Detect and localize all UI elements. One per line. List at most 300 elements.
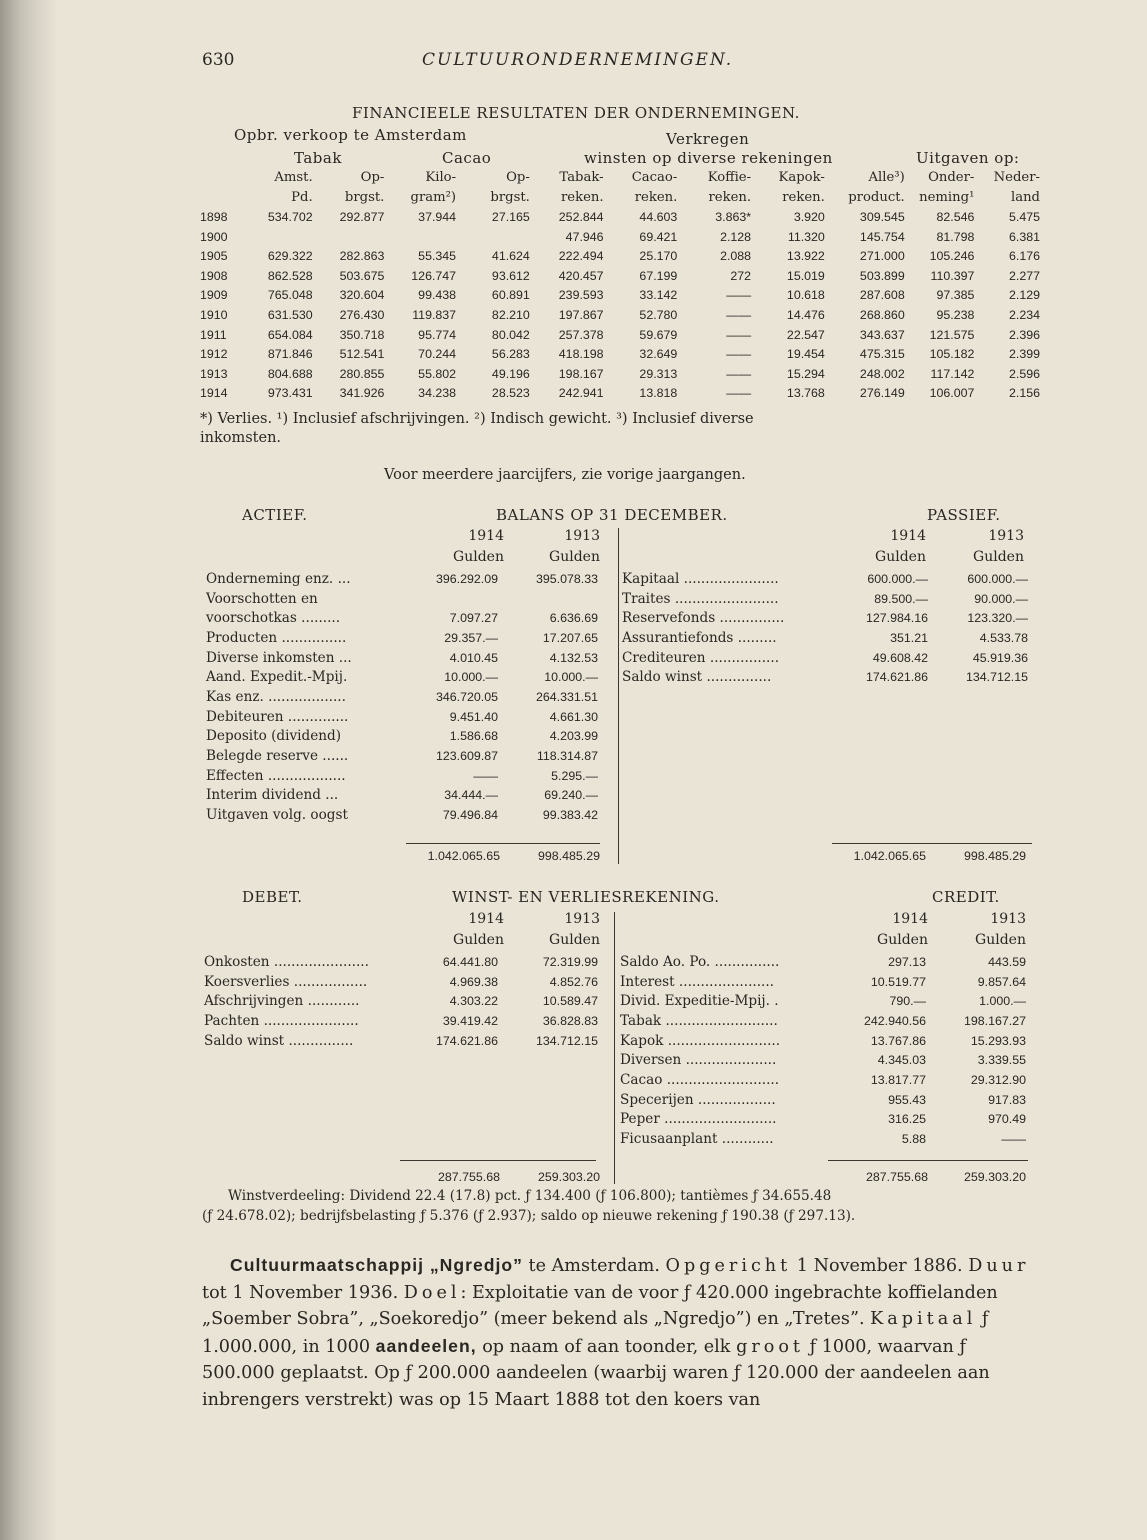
results-row-cell: 3.920 (793, 209, 825, 224)
actief-row-value-1913: 4.661.30 (549, 709, 598, 724)
results-note-2: inkomsten. (200, 430, 282, 446)
results-row-cell: 475.315 (859, 347, 905, 362)
results-row-cell: 67.199 (639, 268, 678, 283)
results-row-cell: 106.007 (929, 386, 975, 401)
results-row-cell: 272 (730, 268, 752, 283)
company-paragraph (202, 1252, 1036, 1414)
running-head: CULTUURONDERNEMINGEN. (422, 50, 734, 70)
actief-row-label: Uitgaven volg. oogst (206, 807, 348, 824)
results-head-row-cell: gram²) (410, 189, 457, 205)
debet-row-value-1913: 36.828.83 (542, 1013, 598, 1028)
debet-row-value-1914: 4.969.38 (449, 974, 498, 989)
credit-row-label: Peper .......................... (620, 1111, 777, 1128)
balans-actief-table (206, 569, 598, 825)
results-row-cell: 117.142 (930, 366, 975, 381)
debet-row-label: Afschrijvingen ............ (204, 993, 360, 1010)
balans-actief-year-1: 1914 (468, 528, 504, 544)
results-row-cell: 105.246 (929, 249, 975, 264)
passief-row-value-1913: 4.533.78 (979, 630, 1028, 645)
credit-row (620, 1129, 1026, 1149)
results-row-cell: 19.454 (786, 347, 825, 362)
results-head-row-cell: Pd. (291, 189, 313, 205)
results-row-cell: 14.476 (786, 307, 825, 322)
winstverdeeling-line-2: (ƒ 24.678.02); bedrijfsbelasting ƒ 5.376 (ƒ 2.937); saldo op nieuwe rekening ƒ 190.38 (ƒ 297.13). (202, 1208, 856, 1224)
debet-row-value-1913: 10.589.47 (542, 994, 598, 1009)
results-head-row-cell: land (1010, 189, 1040, 205)
results-row-cell: 1914 (200, 386, 228, 401)
actief-row-value-1914: 1.586.68 (449, 729, 498, 744)
results-row-cell: 2.396 (1008, 327, 1040, 342)
credit-row (620, 972, 1026, 992)
debet-row (204, 1011, 598, 1031)
results-row-cell: 32.649 (639, 347, 678, 362)
company-text-1: te Amsterdam. (522, 1256, 666, 1276)
actief-row-value-1914: 34.444.— (444, 788, 498, 803)
results-row-cell: 1911 (200, 327, 227, 342)
results-head-row-cell: product. (848, 189, 905, 205)
results-head-row-cell: Op- (506, 170, 530, 186)
passief-row-value-1914: 351.21 (890, 630, 928, 645)
company-kapitaal-label: Kapitaal (870, 1309, 977, 1330)
passief-row-label: Reservefonds ............... (622, 610, 785, 627)
results-row-cell: 765.048 (267, 288, 313, 303)
results-row (200, 364, 1040, 384)
credit-row-label: Interest ...................... (620, 973, 774, 990)
credit-row (620, 1011, 1026, 1031)
balans-passief-total-1914: 1.042.065.65 (853, 849, 926, 863)
company-opgericht-label: Opgericht (665, 1256, 792, 1276)
passief-row-value-1913: 123.320.— (967, 611, 1028, 626)
results-row-cell: 126.747 (411, 268, 457, 283)
debet-row-value-1913: 4.852.76 (549, 974, 598, 989)
winst-debet-unit-1: Gulden (453, 932, 504, 948)
results-head-row-cell: Koffie- (707, 170, 752, 186)
balans-passief-unit-1: Gulden (875, 549, 926, 565)
actief-row-value-1914: 79.496.84 (442, 808, 498, 823)
results-row-cell: 97.385 (936, 288, 975, 303)
results-row-cell: 512.541 (339, 347, 385, 362)
credit-row-label: Diversen ..................... (620, 1052, 777, 1069)
actief-row (206, 667, 598, 687)
company-doel-label: Doel (403, 1282, 461, 1303)
results-row-cell: 287.608 (859, 288, 905, 303)
winst-credit-title: CREDIT. (932, 888, 1000, 906)
results-row-cell: 59.679 (639, 327, 678, 342)
debet-row-value-1913: 72.319.99 (542, 954, 598, 969)
results-head-row-cell: reken. (782, 189, 825, 205)
actief-row-label: Effecten .................. (206, 767, 346, 784)
results-row-cell: 268.860 (859, 307, 905, 322)
results-row (200, 207, 1040, 227)
results-row-cell: 13.818 (639, 386, 678, 401)
results-row-cell: 33.142 (639, 288, 678, 303)
results-row-cell (384, 227, 456, 247)
passief-row (622, 667, 1028, 687)
credit-row (620, 1070, 1026, 1090)
results-row-cell: 70.244 (418, 347, 457, 362)
results-row-cell: 271.000 (859, 249, 905, 264)
actief-row (206, 648, 598, 668)
results-row-cell: 2.399 (1008, 347, 1040, 362)
results-head-row-cell (200, 168, 241, 188)
results-row (200, 266, 1040, 286)
passief-row (622, 608, 1028, 628)
results-row-cell: 973.431 (267, 386, 313, 401)
results-row-cell: 222.494 (558, 249, 604, 264)
results-row-cell: 1898 (200, 209, 228, 224)
results-row-cell: —— (726, 327, 752, 342)
company-name: Cultuurmaatschappij „Ngredjo” (230, 1255, 523, 1275)
company-text-4: : Exploitatie van de voor ƒ 420.000 ingebrachte koffielanden „Soember Sobra”, „Soekoredjo” (meer bekend als „Ngredjo”) en „Tretes”. (202, 1282, 998, 1330)
results-row-cell: 2.128 (720, 229, 752, 244)
results-row-cell: 55.802 (418, 366, 457, 381)
credit-row-label: Specerijen .................. (620, 1091, 776, 1108)
results-row-cell (313, 227, 385, 247)
results-head-row-cell: neming¹ (919, 189, 975, 205)
winst-debet-year-1: 1914 (468, 911, 504, 927)
debet-row (204, 972, 598, 992)
results-head-row (200, 168, 1040, 188)
passief-row-label: Kapitaal ...................... (622, 570, 779, 587)
results-row-cell: 276.149 (859, 386, 905, 401)
credit-row-value-1914: 13.817.77 (870, 1072, 926, 1087)
results-row-cell: 1913 (200, 366, 228, 381)
results-row-cell: 629.322 (267, 249, 313, 264)
results-row-cell: 55.345 (418, 249, 457, 264)
results-row-cell: 60.891 (491, 288, 530, 303)
actief-row-value-1913: 395.078.33 (535, 571, 598, 586)
company-text-2: 1 November 1886. (791, 1256, 969, 1276)
credit-row-value-1913: 29.312.90 (970, 1072, 1026, 1087)
results-row-cell: 503.899 (859, 268, 905, 283)
actief-row-label: Diverse inkomsten ... (206, 649, 352, 666)
debet-row-value-1914: 174.621.86 (435, 1033, 498, 1048)
balans-actief-unit-2: Gulden (549, 549, 600, 565)
page-number: 630 (202, 50, 235, 70)
results-row (200, 305, 1040, 325)
winst-debet-unit-2: Gulden (549, 932, 600, 948)
winstverdeeling-line-1: Winstverdeeling: Dividend 22.4 (17.8) pct. ƒ 134.400 (ƒ 106.800); tantièmes ƒ 34.655.48 (228, 1188, 832, 1204)
actief-row-label: Belegde reserve ...... (206, 748, 349, 765)
balans-actief-total-1913: 998.485.29 (537, 849, 600, 863)
results-row-cell: 93.612 (491, 268, 530, 283)
winst-debet-rule (400, 1160, 596, 1161)
results-row-cell: 47.946 (565, 229, 604, 244)
balans-passief-rule (832, 843, 1032, 844)
actief-row-value-1914: 346.720.05 (435, 689, 498, 704)
actief-row-label: Interim dividend ... (206, 787, 339, 804)
results-row-cell: 654.084 (267, 327, 313, 342)
results-head-winsten: winsten op diverse rekeningen (584, 149, 833, 167)
results-row (200, 246, 1040, 266)
results-row-cell: 82.546 (936, 209, 975, 224)
actief-row-value-1914: 9.451.40 (449, 709, 498, 724)
results-head-row-cell: Cacao- (631, 170, 678, 186)
credit-row-value-1914: 316.25 (888, 1112, 926, 1127)
balans-passief-total-1913: 998.485.29 (963, 849, 1026, 863)
results-row-cell: 197.867 (558, 307, 604, 322)
credit-row (620, 1110, 1026, 1130)
winst-title: WINST- EN VERLIESREKENING. (452, 888, 720, 906)
passief-row-value-1914: 89.500.— (874, 591, 928, 606)
results-row-cell: 1909 (200, 288, 228, 303)
debet-row (204, 952, 598, 972)
actief-row-label: Aand. Expedit.-Mpij. (206, 669, 348, 686)
results-row-cell (456, 227, 530, 247)
results-row-cell: 282.863 (339, 249, 385, 264)
results-row-cell: 1900 (200, 229, 228, 244)
results-row-cell: 11.320 (787, 229, 825, 244)
results-row-cell: 350.718 (339, 327, 385, 342)
results-row-cell: 631.530 (267, 307, 313, 322)
results-row-cell: 309.545 (859, 209, 905, 224)
balans-passief-year-1: 1914 (890, 528, 926, 544)
actief-row-label: Voorschotten en (206, 590, 318, 607)
actief-row (206, 805, 598, 825)
results-row-cell: 248.002 (859, 366, 905, 381)
passief-row-value-1913: 45.919.36 (972, 650, 1028, 665)
actief-row-value-1913: 17.207.65 (542, 630, 598, 645)
results-head-row-cell: reken. (634, 189, 678, 205)
results-head-row (200, 188, 1040, 208)
passief-row-label: Assurantiefonds ......... (622, 629, 777, 646)
winst-divider (614, 912, 615, 1184)
winst-credit-rule (828, 1160, 1028, 1161)
winst-credit-unit-2: Gulden (975, 932, 1026, 948)
credit-row-value-1913: 3.339.55 (977, 1053, 1026, 1068)
winst-credit-unit-1: Gulden (877, 932, 928, 948)
results-row-cell: 44.603 (639, 209, 678, 224)
passief-row-label: Crediteuren ................ (622, 649, 780, 666)
actief-row-value-1913: 118.314.87 (536, 749, 598, 764)
credit-row-value-1914: 955.43 (888, 1092, 926, 1107)
credit-row-value-1914: 10.519.77 (870, 974, 926, 989)
credit-row-value-1913: 15.293.93 (970, 1033, 1026, 1048)
winst-credit-total-1913: 259.303.20 (963, 1170, 1026, 1184)
results-row-cell: 37.944 (418, 209, 457, 224)
credit-row-value-1914: 4.345.03 (877, 1053, 926, 1068)
results-row-cell: 804.688 (267, 366, 313, 381)
results-head-uitgaven: Uitgaven op: (916, 149, 1020, 167)
results-row-cell: 10.618 (786, 288, 825, 303)
results-row-cell: 198.167 (558, 366, 604, 381)
results-head-right: Verkregen (666, 130, 750, 148)
results-row-cell: 25.170 (639, 249, 678, 264)
actief-row-label: voorschotkas ......... (206, 610, 341, 627)
actief-row-label: Kas enz. .................. (206, 688, 346, 705)
results-row-cell: 418.198 (558, 347, 604, 362)
balans-passief-table (622, 569, 1028, 687)
results-row-cell: 145.754 (859, 229, 905, 244)
credit-row-value-1914: 297.13 (888, 954, 926, 969)
balans-passief-unit-2: Gulden (973, 549, 1024, 565)
passief-row-value-1914: 600.000.— (867, 571, 928, 586)
credit-row-value-1913: —— (1001, 1132, 1026, 1147)
results-row-cell: 871.846 (267, 347, 313, 362)
actief-row (206, 589, 598, 609)
results-row-cell: 82.210 (491, 307, 530, 322)
debet-row-label: Koersverlies ................. (204, 973, 368, 990)
results-caption: FINANCIEELE RESULTATEN DER ONDERNEMINGEN. (352, 104, 800, 122)
results-row-cell: 110.397 (930, 268, 975, 283)
credit-row (620, 991, 1026, 1011)
results-row (200, 344, 1040, 364)
actief-row (206, 707, 598, 727)
credit-row-label: Saldo Ao. Po. ............... (620, 953, 780, 970)
actief-row-label: Onderneming enz. ... (206, 570, 351, 587)
actief-row-value-1913: 6.636.69 (549, 611, 598, 626)
actief-row (206, 628, 598, 648)
results-head-tabak: Tabak (294, 149, 342, 167)
results-table (200, 168, 1040, 403)
passief-row (622, 628, 1028, 648)
passief-row-label: Saldo winst ............... (622, 669, 772, 686)
results-row-cell: —— (726, 347, 752, 362)
results-row-cell: 6.381 (1008, 229, 1040, 244)
debet-row-label: Onkosten ...................... (204, 953, 369, 970)
results-row (200, 227, 1040, 247)
actief-row-value-1913: 5.295.— (551, 768, 598, 783)
credit-row-label: Cacao .......................... (620, 1071, 780, 1088)
results-head-row-cell: Onder- (928, 170, 975, 186)
company-duur-label: Duur (968, 1256, 1030, 1276)
winst-credit-year-2: 1913 (990, 911, 1026, 927)
actief-row-value-1914 (398, 589, 498, 609)
results-head-row-cell: Op- (360, 170, 385, 186)
results-head-row-cell: Kapok- (778, 170, 825, 186)
results-row-cell: 420.457 (558, 268, 604, 283)
balans-passief-title: PASSIEF. (927, 506, 1001, 524)
passief-row-value-1913: 600.000.— (967, 571, 1028, 586)
results-row-cell: 49.196 (491, 366, 530, 381)
results-row-cell: 99.438 (418, 288, 457, 303)
results-row-cell: 2.234 (1008, 307, 1040, 322)
actief-row (206, 687, 598, 707)
passief-row-value-1914: 127.984.16 (865, 611, 928, 626)
actief-row (206, 746, 598, 766)
results-row-cell: 2.156 (1008, 386, 1040, 401)
balans-actief-year-2: 1913 (564, 528, 600, 544)
results-row-cell: 13.768 (786, 386, 825, 401)
debet-row-value-1913: 134.712.15 (535, 1033, 598, 1048)
results-row-cell (241, 227, 313, 247)
actief-row-label: Producten ............... (206, 629, 347, 646)
results-head-row-cell: brgst. (344, 189, 385, 205)
company-aandeelen-label: aandeelen, (375, 1335, 477, 1356)
credit-row-label: Kapok .......................... (620, 1032, 781, 1049)
debet-row-value-1914: 64.441.80 (442, 954, 498, 969)
results-row-cell: 15.019 (786, 268, 825, 283)
results-row-cell: 80.042 (491, 327, 530, 342)
results-row-cell: 341.926 (339, 386, 385, 401)
results-row-cell: 862.528 (267, 268, 313, 283)
balans-actief-unit-1: Gulden (453, 549, 504, 565)
page (200, 0, 1080, 1540)
results-row-cell: 28.523 (491, 386, 530, 401)
balans-title: BALANS OP 31 DECEMBER. (496, 506, 728, 524)
results-row-cell: 121.575 (929, 327, 975, 342)
results-head-row-cell: brgst. (490, 189, 530, 205)
results-head-row-cell: Neder- (993, 170, 1040, 186)
results-row (200, 384, 1040, 404)
credit-row (620, 1050, 1026, 1070)
debet-row (204, 991, 598, 1011)
actief-row-value-1913: 10.000.— (544, 670, 598, 685)
results-head-row-cell: Alle³) (868, 170, 905, 186)
results-row-cell: 13.922 (786, 249, 825, 264)
passief-row-label: Traites ........................ (622, 590, 779, 607)
debet-row-value-1914: 39.419.42 (442, 1013, 498, 1028)
credit-row (620, 1090, 1026, 1110)
debet-row-label: Saldo winst ............... (204, 1032, 354, 1049)
actief-row-value-1914: 29.357.— (444, 630, 498, 645)
debet-row-value-1914: 4.303.22 (449, 994, 498, 1009)
credit-row-value-1914: 5.88 (901, 1132, 926, 1147)
results-row-cell: 2.277 (1008, 268, 1040, 283)
results-row-cell: 1908 (200, 268, 228, 283)
credit-row (620, 952, 1026, 972)
balans-divider (618, 528, 619, 864)
actief-row-value-1913: 4.132.53 (549, 650, 598, 665)
results-row-cell: 343.637 (859, 327, 905, 342)
passief-row (622, 589, 1028, 609)
credit-row-label: Divid. Expeditie-Mpij. . (620, 993, 779, 1010)
results-row-cell: 1912 (200, 347, 228, 362)
credit-row-value-1914: 790.— (889, 994, 926, 1009)
credit-row-value-1913: 1.000.— (979, 994, 1026, 1009)
results-row-cell: 15.294 (786, 366, 825, 381)
results-row-cell: 276.430 (339, 307, 385, 322)
actief-row-value-1913 (498, 589, 598, 609)
results-row-cell: 3.863* (715, 209, 752, 224)
results-row (200, 325, 1040, 345)
results-head-row-cell: Amst. (274, 170, 313, 186)
results-row-cell: 41.624 (491, 249, 530, 264)
passief-row-value-1913: 134.712.15 (965, 670, 1028, 685)
results-row-cell: 2.088 (720, 249, 752, 264)
results-row-cell: 5.475 (1008, 209, 1040, 224)
actief-row-value-1913: 4.203.99 (549, 729, 598, 744)
results-row-cell: 22.547 (786, 327, 825, 342)
actief-row (206, 786, 598, 806)
winst-debet-total-1914: 287.755.68 (437, 1170, 500, 1184)
results-row-cell: 1905 (200, 249, 228, 264)
results-row (200, 286, 1040, 306)
results-row-cell: 280.855 (339, 366, 385, 381)
results-row-cell: 95.238 (936, 307, 975, 322)
results-row-cell: —— (726, 366, 752, 381)
results-row-cell: 81.798 (936, 229, 975, 244)
winst-debet-total-1913: 259.303.20 (537, 1170, 600, 1184)
actief-row-value-1913: 264.331.51 (535, 689, 598, 704)
book-binding-edge (0, 0, 58, 1540)
credit-row-value-1913: 917.83 (988, 1092, 1026, 1107)
passief-row (622, 648, 1028, 668)
credit-row-label: Tabak .......................... (620, 1012, 778, 1029)
results-row-cell: 69.421 (639, 229, 678, 244)
results-row-cell: 320.604 (339, 288, 385, 303)
actief-row-value-1913: 99.383.42 (542, 808, 598, 823)
results-note-1: *) Verlies. ¹) Inclusief afschrijvingen. ²) Indisch gewicht. ³) Inclusief diverse (200, 411, 754, 427)
winst-credit-table (620, 952, 1026, 1149)
company-text-5: ƒ 1.000.000, in 1000 (202, 1309, 989, 1357)
results-row-cell: 242.941 (558, 386, 604, 401)
results-row-cell: —— (726, 307, 752, 322)
balans-actief-title: ACTIEF. (242, 506, 308, 524)
results-row-cell: 1910 (200, 307, 228, 322)
results-head-row-cell: Kilo- (425, 170, 457, 186)
actief-row-value-1914: 396.292.09 (435, 571, 498, 586)
